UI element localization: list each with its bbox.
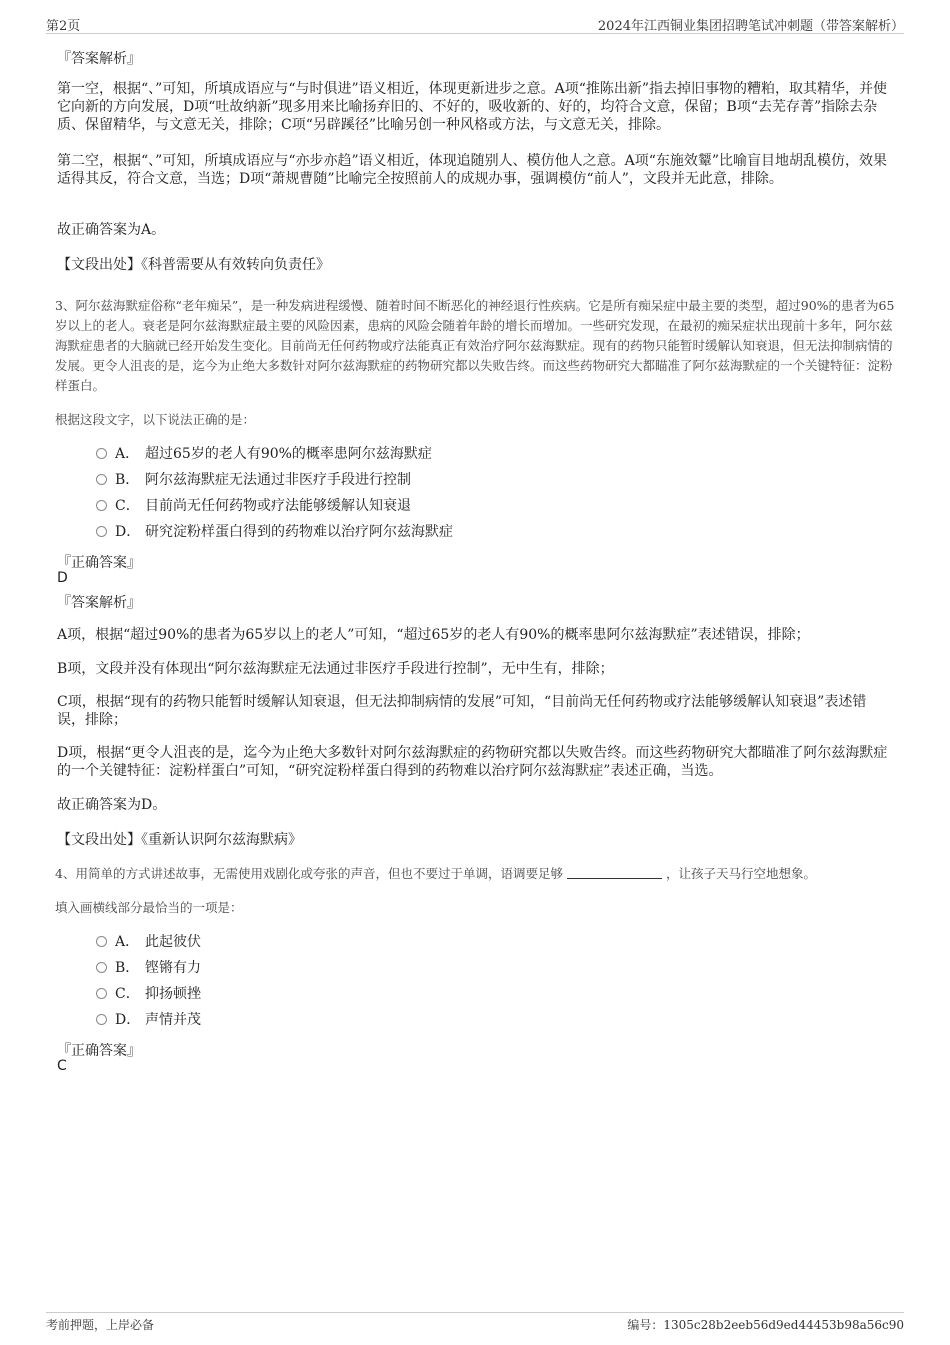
q3-stem: 3、阿尔兹海默症俗称“老年痴呆”，是一种发病进程缓慢、随着时间不断恶化的神经退行性疾病。它是所有痴呆症中最主要的类型，超过90%的患者为65岁以上的老人。衰老是阿尔兹海默症最主要的风险因素，患病的风险会随着年龄的增长而增加。一些研究发现，在最初的痴呆症状出现前十多年，阿尔兹海默症患者的大脑就已经开始发生变化。目前尚无任何药物或疗法能真正有效治疗阿尔兹海默症。现有的药物只能暂时缓解认知衰退，但无法抑制病情的发展。更令人沮丧的是，迄今为止绝大多数针对阿尔兹海默症的药物研究都以失败告终。而这些药物研究大都瞄准了阿尔兹海默症的一个关键特征：淀粉样蛋白。 (55, 298, 895, 393)
radio-icon[interactable] (96, 474, 107, 485)
radio-icon[interactable] (96, 1014, 107, 1025)
q3-analysis-c: C项，根据“现有的药物只能暂时缓解认知衰退，但无法抑制病情的发展”可知，“目前尚无任何药物或疗法能够缓解认知衰退”表述错误，排除； (57, 694, 867, 728)
q3-option-c[interactable]: C． 目前尚无任何药物或疗法能够缓解认知衰退 (96, 496, 411, 516)
q4-option-b[interactable]: B． 铿锵有力 (96, 958, 201, 978)
document-title: 2024年江西铜业集团招聘笔试冲刺题（带答案解析） (597, 19, 904, 34)
q4-option-d[interactable]: D． 声情并茂 (96, 1010, 201, 1030)
radio-icon[interactable] (96, 936, 107, 947)
q3-option-a[interactable]: A． 超过65岁的老人有90%的概率患阿尔兹海默症 (96, 444, 432, 464)
q2-analysis-para2: 第二空，根据“、”可知，所填成语应与“亦步亦趋”语义相近，体现追随别人、模仿他人之意。A项“东施效颦”比喻盲目地胡乱模仿，效果适得其反，符合文意，当选；D项“萧规曹随”比喻完全按照前人的成规办事，强调模仿“前人”，文段并无此意，排除。 (57, 153, 888, 187)
footer-slogan: 考前押题，上岸必备 (46, 1318, 155, 1332)
q4-prompt: 填入画横线部分最恰当的一项是： (55, 900, 243, 915)
q3-answer-label: 『正确答案』 (57, 555, 141, 571)
q3-option-d[interactable]: D． 研究淀粉样蛋白得到的药物难以治疗阿尔兹海默症 (96, 522, 453, 542)
radio-icon[interactable] (96, 988, 107, 999)
q4-answer: C (57, 1058, 67, 1074)
radio-icon[interactable] (96, 526, 107, 537)
answer-blank (567, 866, 662, 879)
q3-source: 【文段出处】《重新认识阿尔兹海默病》 (57, 832, 302, 848)
page-header (46, 13, 904, 34)
q3-prompt: 根据这段文字，以下说法正确的是： (55, 412, 256, 427)
q3-answer: D (57, 570, 68, 586)
q3-analysis-a: A项，根据“超过90%的患者为65岁以上的老人”可知，“超过65岁的老人有90%的概率患阿尔兹海默症”表述错误，排除； (57, 627, 810, 643)
q3-analysis-d: D项，根据“更令人沮丧的是，迄今为止绝大多数针对阿尔兹海默症的药物研究都以失败告终。而这些药物研究大都瞄准了阿尔兹海默症的一个关键特征：淀粉样蛋白”可知，“研究淀粉样蛋白得到的药物难以治疗阿尔兹海默症”表述正确，当选。 (57, 745, 888, 779)
document-id: 编号：1305c28b2eeb56d9ed44453b98a56c90 (627, 1318, 904, 1332)
q2-analysis-para1: 第一空，根据“、”可知，所填成语应与“与时俱进”语义相近，体现更新进步之意。A项“推陈出新”指去掉旧事物的糟粕，取其精华，并使它向新的方向发展，D项“吐故纳新”现多用来比喻扬弃旧的、不好的，吸收新的、好的，均符合文意，保留；B项“去芜存菁”指除去杂质、保留精华，与文意无关，排除；C项“另辟蹊径”比喻另创一种风格或方法，与文意无关，排除。 (57, 81, 888, 133)
page-number: 第2页 (46, 19, 81, 34)
q3-option-b[interactable]: B． 阿尔兹海默症无法通过非医疗手段进行控制 (96, 470, 411, 490)
radio-icon[interactable] (96, 448, 107, 459)
q3-conclusion: 故正确答案为D。 (57, 797, 167, 813)
q2-source: 【文段出处】《科普需要从有效转向负责任》 (57, 257, 330, 273)
q4-option-c[interactable]: C． 抑扬顿挫 (96, 984, 201, 1004)
q4-stem: 4、用简单的方式讲述故事，无需使用戏剧化或夸张的声音，但也不要过于单调，语调要足够 ，让孩子天马行空地想象。 (55, 866, 816, 881)
radio-icon[interactable] (96, 500, 107, 511)
q3-analysis-label: 『答案解析』 (57, 595, 141, 611)
q2-analysis-label: 『答案解析』 (57, 51, 141, 67)
radio-icon[interactable] (96, 962, 107, 973)
q4-answer-label: 『正确答案』 (57, 1043, 141, 1059)
q4-option-a[interactable]: A． 此起彼伏 (96, 932, 201, 952)
q2-conclusion: 故正确答案为A。 (57, 222, 166, 238)
page-footer (46, 1312, 904, 1335)
q3-analysis-b: B项，文段并没有体现出“阿尔兹海默症无法通过非医疗手段进行控制”，无中生有，排除； (57, 661, 614, 677)
